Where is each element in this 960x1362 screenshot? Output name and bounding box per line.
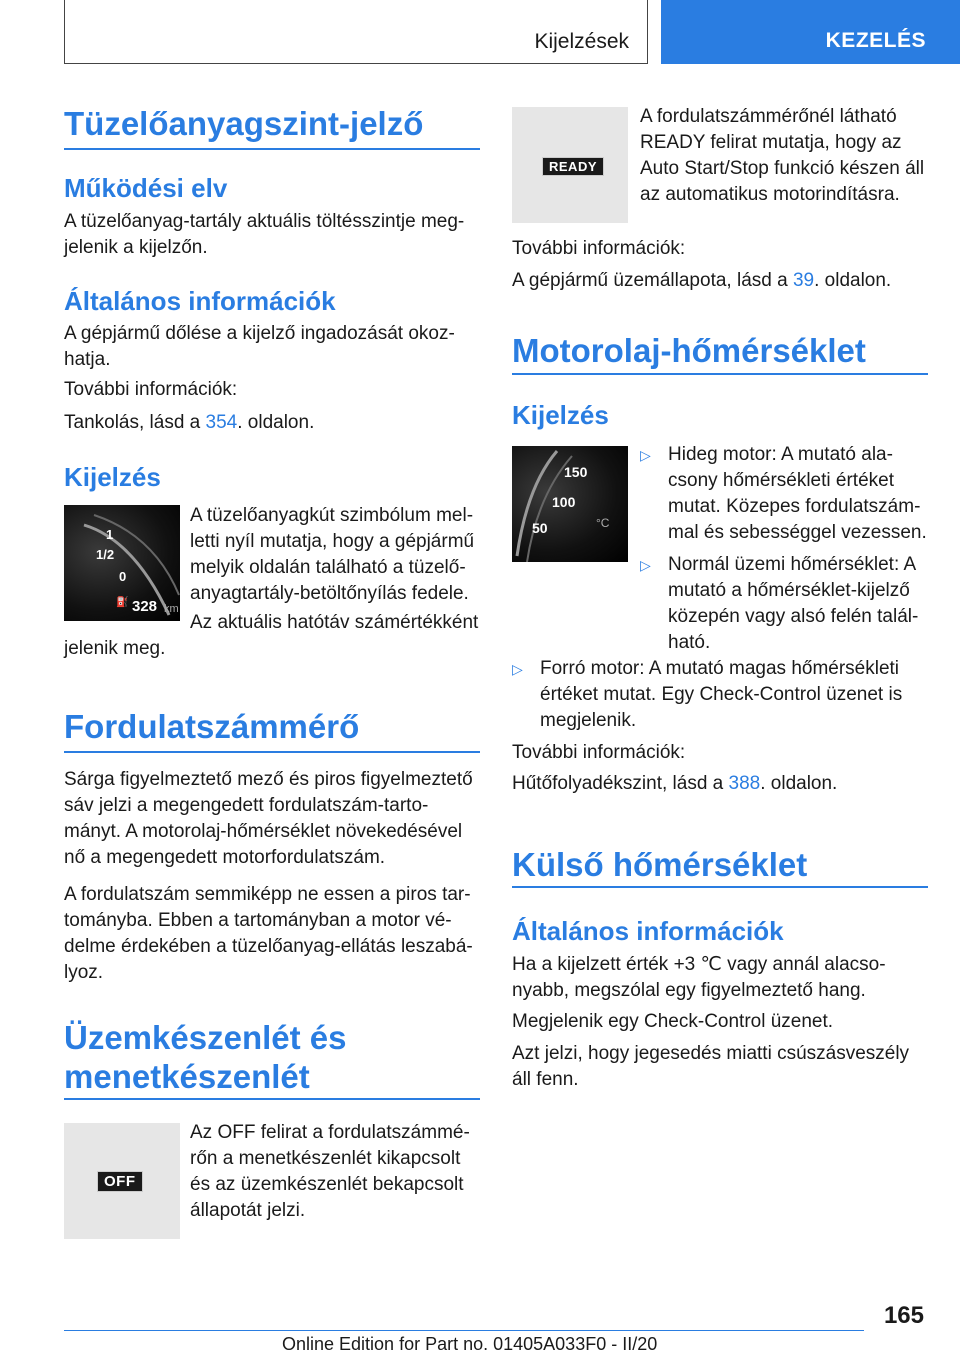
principle-text: A tüzelőanyag-tartály aktuális töltésszintje meg-jelenik a kijelzőn. <box>64 211 465 258</box>
bullet-triangle-icon: ▷ <box>640 557 651 573</box>
bullet-hot-engine: Forró motor: A mutató magas hőmérsékleti értéket mutat. Egy Check-Control üzenet is megjelenik. <box>540 658 903 731</box>
heading-rule <box>512 886 928 888</box>
chapter-title: Kijelzések <box>534 30 629 53</box>
more-info-label: További információk: <box>512 742 686 763</box>
range-text: Az aktuális hatótáv számértékként <box>190 612 479 633</box>
fuel-gauge-image: 1 1/2 0 ⛽ 328 km <box>64 505 180 621</box>
off-indicator-image <box>64 1123 180 1239</box>
page-link-354[interactable]: 354 <box>205 412 238 433</box>
page-link-39[interactable]: 39 <box>792 270 815 291</box>
ext-text-3: Azt jelzi, hogy jegesedés miatti csúszásveszély áll fenn. <box>512 1043 910 1090</box>
page-link-388[interactable]: 388 <box>728 773 761 794</box>
bullet-normal-temp: Normál üzemi hőmérséklet: A mutató a hőmérséklet-kijelző közepén vagy alsó felén talál-ható. <box>668 554 919 653</box>
oil-temp-heading: Motorolaj-hőmérséklet <box>512 332 866 369</box>
ext-text-1: Ha a kijelzett érték +3 ℃ vagy annál alacso-nyabb, megszólal egy figyelmeztető hang. <box>512 954 886 1001</box>
principle-heading: Működési elv <box>64 173 228 203</box>
rpm-text-2: A fordulatszám semmiképp ne essen a piros tar-tományba. Ebben a tartományban a motor vé-delme érdekében a tüzelőanyag-ellátás leszabá-lyoz. <box>64 884 473 983</box>
ext-general-heading: Általános információk <box>512 916 784 946</box>
off-badge: OFF <box>97 1171 143 1192</box>
display-text: A tüzelőanyagkút szimbólum mel-letti nyíl mutatja, hogy a gépjármű melyik oldalán található a tüzelő-anyagtartály-betöltőnyílás fedele. <box>190 505 475 604</box>
bullet-triangle-icon: ▷ <box>512 661 523 677</box>
bullet-triangle-icon: ▷ <box>640 447 651 463</box>
rpm-heading: Fordulatszámmérő <box>64 708 360 745</box>
general-info-heading: Általános információk <box>64 286 336 316</box>
ext-text-2: Megjelenik egy Check-Control üzenet. <box>512 1011 834 1032</box>
heading-rule <box>64 148 480 150</box>
heading-rule <box>64 751 480 753</box>
oil-temp-gauge-image: 150 100 50 °C <box>512 446 628 562</box>
ready-indicator-image <box>512 107 628 223</box>
state-reference: A gépjármű üzemállapota, lásd a 39. oldalon. <box>512 270 892 291</box>
general-info-text: A gépjármű dőlése a kijelző ingadozását okoz-hatja. <box>64 323 455 370</box>
edition-footer: Online Edition for Part no. 01405A033F0 - II/20 <box>282 1334 658 1354</box>
fuel-gauge-heading: Tüzelőanyagszint-jelző <box>64 105 424 142</box>
more-info-label: További információk: <box>64 379 238 400</box>
readiness-heading-line1: Üzemkészenlét és <box>64 1019 347 1056</box>
readiness-heading-line2: menetkészenlét <box>64 1058 310 1095</box>
fuel-pump-icon: ⛽ <box>116 597 129 608</box>
heading-rule <box>64 1098 480 1100</box>
page-number: 165 <box>883 1302 924 1329</box>
bullet-cold-engine: Hideg motor: A mutató ala-csony hőmérsékleti értéket mutat. Közepes fordulatszám-mal és sebességgel vezessen. <box>668 444 927 543</box>
section-title: KEZELÉS <box>825 29 926 52</box>
rpm-text-1: Sárga figyelmeztető mező és piros figyelmeztető sáv jelzi a megengedett fordulatszám-tarto-mányt. A motorolaj-hőmérséklet növekedésével nő a megengedett motorfordulatszám. <box>64 769 473 868</box>
section-tab <box>661 0 960 64</box>
more-info-label: További információk: <box>512 238 686 259</box>
outside-temp-heading: Külső hőmérséklet <box>512 846 808 883</box>
off-text: Az OFF felirat a fordulatszámmé-rőn a menetkészenlét kikapcsolt és az üzemkészenlét bekapcsolt állapotát jelzi. <box>190 1122 470 1221</box>
ready-text: A fordulatszámmérőnél látható READY felirat mutatja, hogy az Auto Start/Stop funkció készen áll az automatikus motorindításra. <box>640 106 925 205</box>
ready-badge: READY <box>542 157 604 176</box>
footer-rule <box>64 1330 864 1331</box>
refuel-reference: Tankolás, lásd a 354. oldalon. <box>64 412 315 433</box>
display-heading: Kijelzés <box>64 462 161 492</box>
header-frame <box>64 0 648 64</box>
coolant-reference: Hűtőfolyadékszint, lásd a 388. oldalon. <box>512 773 838 794</box>
oil-display-heading: Kijelzés <box>512 400 609 430</box>
range-text-cont: jelenik meg. <box>64 638 166 659</box>
heading-rule <box>512 373 928 375</box>
